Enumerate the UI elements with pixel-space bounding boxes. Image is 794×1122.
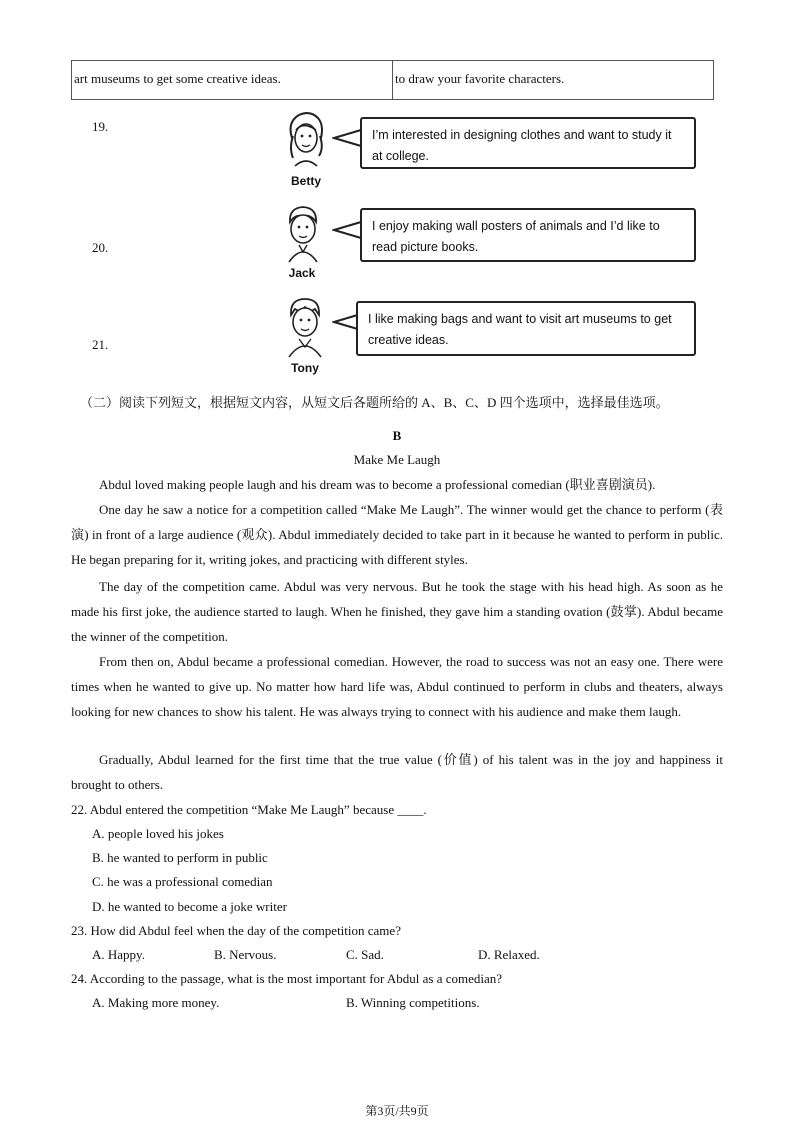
question-24-stem: 24. According to the passage, what is the most important for Abdul as a comedian?	[71, 971, 503, 986]
bubble-tail	[332, 128, 362, 148]
bubble-line: I like making bags and want to visit art museums to get	[368, 312, 672, 326]
boy-face-icon	[281, 202, 325, 264]
question-23-option-a: A. Happy.	[92, 947, 145, 962]
passage-paragraph-1: Abdul loved making people laugh and his dream was to become a professional comedian (职业喜剧演员).	[99, 477, 656, 492]
section-instruction: （二）阅读下列短文，根据短文内容，从短文后各题所给的 A、B、C、D 四个选项中，选择最佳选项。	[80, 395, 669, 410]
question-23-option-b: B. Nervous.	[214, 947, 277, 962]
passage-paragraph-5: Gradually, Abdul learned for the first time that the true value (价值) of his talent was in the joy and happiness it brought to others.	[71, 752, 723, 792]
question-22-option-c: C. he was a professional comedian	[92, 874, 273, 889]
speech-bubble-tony	[356, 301, 696, 356]
bubble-line: I’m interested in designing clothes and want to study it	[372, 128, 672, 142]
speech-bubble-jack	[360, 208, 696, 262]
question-23-option-d: D. Relaxed.	[478, 947, 540, 962]
question-24-option-a: A. Making more money.	[92, 995, 220, 1010]
page-footer: 第3页/共9页	[365, 1104, 429, 1118]
question-22-option-d: D. he wanted to become a joke writer	[92, 899, 287, 914]
bubble-line: creative ideas.	[368, 333, 449, 347]
passage-letter: B	[392, 428, 402, 443]
question-23-stem: 23. How did Abdul feel when the day of the competition came?	[71, 923, 401, 938]
girl-face-icon	[283, 108, 329, 172]
question-number-21: 21.	[92, 337, 109, 352]
speaker-name-betty: Betty	[290, 174, 321, 188]
answer-table	[71, 60, 714, 100]
passage-paragraph-4: From then on, Abdul became a professional comedian. However, the road to success was not an easy one. There were times when he wanted to give up. No matter how hard life was, Abdul continued to perform in clubs and theaters, always looking for new chances to show his talent. He was always trying to connect with his audience and make them laugh.	[71, 654, 723, 719]
speech-bubble-betty	[360, 117, 696, 169]
question-22-stem: 22. Abdul entered the competition “Make Me Laugh” because ____.	[71, 802, 427, 817]
passage-paragraph-3: The day of the competition came. Abdul was very nervous. But he took the stage with his head high. As soon as he made his first joke, the audience started to laugh. When he finished, they gave him a standing ovation (鼓掌). Abdul became the winner of the competition.	[71, 579, 723, 644]
speaker-name-tony: Tony	[291, 361, 319, 375]
table-cell-left: art museums to get some creative ideas.	[74, 71, 281, 86]
question-number-20: 20.	[92, 240, 109, 255]
bubble-line: read picture books.	[372, 240, 479, 254]
boy-face-icon	[283, 295, 327, 359]
question-22-option-a: A. people loved his jokes	[92, 826, 224, 841]
question-24-option-b: B. Winning competitions.	[346, 995, 480, 1010]
bubble-line: I enjoy making wall posters of animals and I’d like to	[372, 219, 660, 233]
bubble-line: at college.	[372, 149, 429, 163]
speaker-name-jack: Jack	[288, 266, 316, 280]
table-cell-right: to draw your favorite characters.	[392, 61, 713, 99]
bubble-tail	[332, 220, 362, 240]
passage-title: Make Me Laugh	[353, 452, 441, 467]
question-22-option-b: B. he wanted to perform in public	[92, 850, 268, 865]
question-23-option-c: C. Sad.	[346, 947, 384, 962]
passage-paragraph-2: One day he saw a notice for a competition called “Make Me Laugh”. The winner would get the chance to perform (表演) in front of a large audience (观众). Abdul immediately decided to take part in it because he wanted to perform in public. He began preparing for it, writing jokes, and practicing with different styles.	[71, 502, 723, 567]
question-number-19: 19.	[92, 119, 109, 134]
